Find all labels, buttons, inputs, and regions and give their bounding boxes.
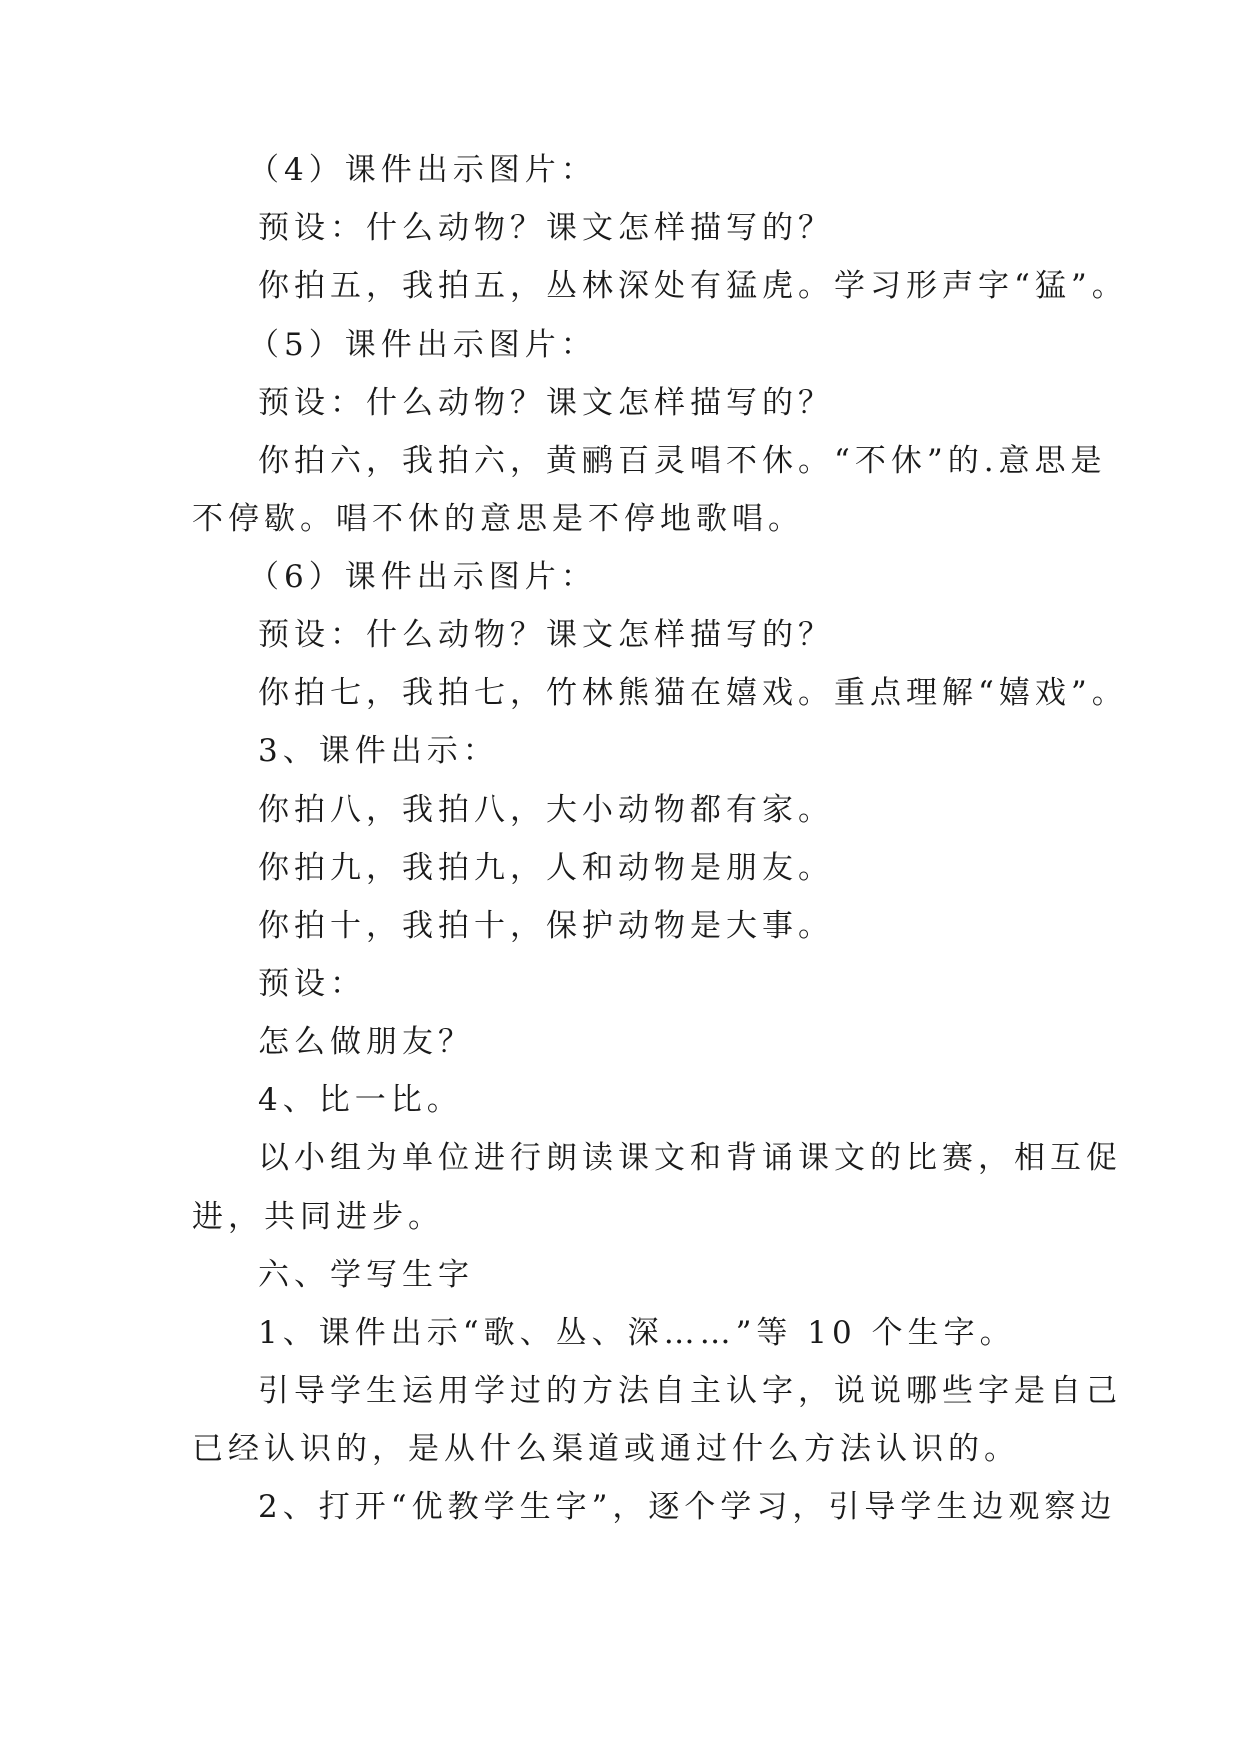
paragraph-line: 怎么做朋友？ [258, 1024, 474, 1060]
paragraph-line: 进，共同进步。 [192, 1199, 444, 1235]
paragraph-line: 2、打开“优教学生字”，逐个学习，引导学生边观察边 [258, 1489, 1117, 1525]
paragraph-line: 引导学生运用学过的方法自主认字，说说哪些字是自己 [258, 1373, 1122, 1409]
paragraph-line: （6）课件出示图片： [248, 559, 597, 595]
paragraph-line: 你拍十，我拍十，保护动物是大事。 [258, 908, 834, 944]
section-heading: 六、学写生字 [258, 1257, 474, 1293]
paragraph-line: 以小组为单位进行朗读课文和背诵课文的比赛，相互促 [258, 1140, 1122, 1176]
paragraph-line: （5）课件出示图片： [248, 327, 597, 363]
paragraph-line: （4）课件出示图片： [248, 152, 597, 188]
paragraph-line: 预设： [258, 966, 366, 1002]
paragraph-line: 你拍九，我拍九，人和动物是朋友。 [258, 850, 834, 886]
paragraph-line: 你拍五，我拍五，丛林深处有猛虎。学习形声字“猛”。 [258, 268, 1128, 304]
paragraph-line: 4、比一比。 [258, 1082, 463, 1118]
paragraph-line: 预设：什么动物？课文怎样描写的？ [258, 210, 834, 246]
paragraph-line: 已经认识的，是从什么渠道或通过什么方法认识的。 [192, 1431, 1020, 1467]
paragraph-line: 1、课件出示“歌、丛、深……”等 10 个生字。 [258, 1315, 1016, 1351]
paragraph-line: 你拍七，我拍七，竹林熊猫在嬉戏。重点理解“嬉戏”。 [258, 675, 1128, 711]
paragraph-line: 预设：什么动物？课文怎样描写的？ [258, 385, 834, 421]
paragraph-line: 不停歇。唱不休的意思是不停地歌唱。 [192, 501, 804, 537]
paragraph-line: 预设：什么动物？课文怎样描写的？ [258, 617, 834, 653]
paragraph-line: 你拍六，我拍六，黄鹂百灵唱不休。“不休”的.意思是 [258, 443, 1107, 479]
paragraph-line: 你拍八，我拍八，大小动物都有家。 [258, 792, 834, 828]
paragraph-line: 3、课件出示： [258, 733, 499, 769]
